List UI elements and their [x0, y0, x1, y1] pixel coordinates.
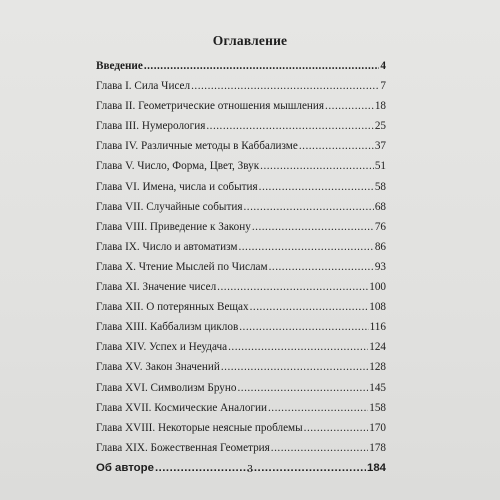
toc-entry-page: 7 — [380, 80, 386, 93]
toc-entry — [96, 361, 386, 381]
toc-entry-page: 18 — [374, 100, 386, 113]
toc-entry-label: Глава XIX. Божественная Геометрия — [96, 441, 270, 454]
toc-entry-label: Глава VI. Имена, числа и события — [96, 180, 258, 193]
table-of-contents — [96, 60, 386, 482]
toc-entry-label: Глава XI. Значение чисел — [96, 281, 217, 294]
toc-entry-page: 76 — [374, 220, 386, 233]
toc-leader-dots — [191, 80, 379, 92]
toc-entry-label: Глава VII. Случайные события — [96, 200, 243, 213]
toc-entry-page: 108 — [369, 301, 386, 314]
toc-entry-page: 128 — [369, 361, 386, 374]
toc-entry — [96, 100, 386, 120]
toc-leader-dots — [325, 100, 374, 112]
toc-entry — [96, 120, 386, 140]
toc-leader-dots — [239, 321, 368, 333]
toc-entry-page: 4 — [380, 60, 386, 72]
toc-entry — [96, 281, 386, 301]
toc-entry-label: Глава IV. Различные методы в Каббализме — [96, 140, 298, 153]
toc-entry-page: 58 — [374, 180, 386, 193]
toc-entry — [96, 221, 386, 241]
toc-entry-page: 145 — [369, 381, 386, 394]
toc-entry-page: 124 — [369, 341, 386, 354]
toc-leader-dots — [260, 160, 374, 172]
toc-entry-page: 178 — [369, 441, 386, 454]
toc-entry-label: Глава XIV. Успех и Неудача — [96, 341, 228, 354]
page-number: 3 — [247, 463, 253, 475]
toc-leader-dots — [237, 382, 368, 394]
toc-entry-page: 116 — [369, 321, 386, 334]
toc-entry-page: 25 — [374, 120, 386, 133]
toc-entry-page: 184 — [366, 461, 386, 474]
toc-entry — [96, 60, 386, 80]
toc-entry-label: Глава XIII. Каббализм циклов — [96, 321, 239, 334]
toc-leader-dots — [271, 442, 368, 454]
toc-leader-dots — [221, 361, 368, 373]
toc-leader-dots — [217, 281, 368, 293]
toc-entry-label: Глава VIII. Приведение к Закону — [96, 220, 251, 233]
toc-entry-label: Глава X. Чтение Мыслей по Числам — [96, 260, 268, 273]
toc-leader-dots — [250, 301, 369, 313]
toc-leader-dots — [144, 60, 380, 72]
toc-entry-page: 158 — [369, 401, 386, 414]
toc-entry — [96, 422, 386, 442]
toc-leader-dots — [243, 201, 373, 213]
toc-entry-page: 51 — [374, 160, 386, 173]
toc-entry-label: Глава XV. Закон Значений — [96, 361, 220, 374]
toc-entry-page: 86 — [374, 240, 386, 253]
toc-entry-page: 100 — [369, 281, 386, 294]
toc-leader-dots — [269, 261, 374, 273]
toc-leader-dots — [299, 140, 374, 152]
toc-entry-label: Глава IX. Число и автоматизм — [96, 240, 238, 253]
toc-entry — [96, 321, 386, 341]
toc-entry-label: Глава XVIII. Некоторые неясные проблемы — [96, 421, 303, 434]
toc-entry-page: 68 — [374, 200, 386, 213]
toc-leader-dots — [238, 241, 373, 253]
toc-entry-label: Глава III. Нумерология — [96, 120, 206, 133]
toc-entry — [96, 80, 386, 100]
toc-entry-label: Об авторе — [96, 461, 154, 474]
toc-entry — [96, 160, 386, 180]
toc-entry — [96, 261, 386, 281]
toc-entry-label: Глава XII. О потерянных Вещах — [96, 301, 249, 314]
toc-leader-dots — [206, 120, 373, 132]
toc-entry — [96, 201, 386, 221]
toc-entry-page: 37 — [374, 140, 386, 153]
toc-entry-label: Глава XVI. Символизм Бруно — [96, 381, 237, 394]
toc-entry — [96, 341, 386, 361]
toc-leader-dots — [259, 181, 374, 193]
toc-leader-dots — [268, 402, 368, 414]
toc-entry-label: Введение — [96, 60, 143, 72]
toc-entry-label: Глава II. Геометрические отношения мышления — [96, 100, 325, 113]
toc-entry-label: Глава XVII. Космические Аналогии — [96, 401, 267, 414]
toc-leader-dots — [304, 422, 369, 434]
toc-entry — [96, 301, 386, 321]
toc-entry — [96, 382, 386, 402]
toc-entry — [96, 140, 386, 160]
toc-leader-dots — [252, 221, 374, 233]
toc-entry-page: 93 — [374, 260, 386, 273]
toc-entry-label: Глава I. Сила Чисел — [96, 80, 191, 93]
toc-leader-dots — [228, 341, 368, 353]
toc-entry — [96, 442, 386, 462]
toc-entry-label: Глава V. Число, Форма, Цвет, Звук — [96, 160, 260, 173]
page-title: Оглавление — [212, 33, 288, 48]
toc-entry — [96, 241, 386, 261]
toc-entry-page: 170 — [369, 421, 386, 434]
toc-entry — [96, 402, 386, 422]
toc-entry — [96, 181, 386, 201]
